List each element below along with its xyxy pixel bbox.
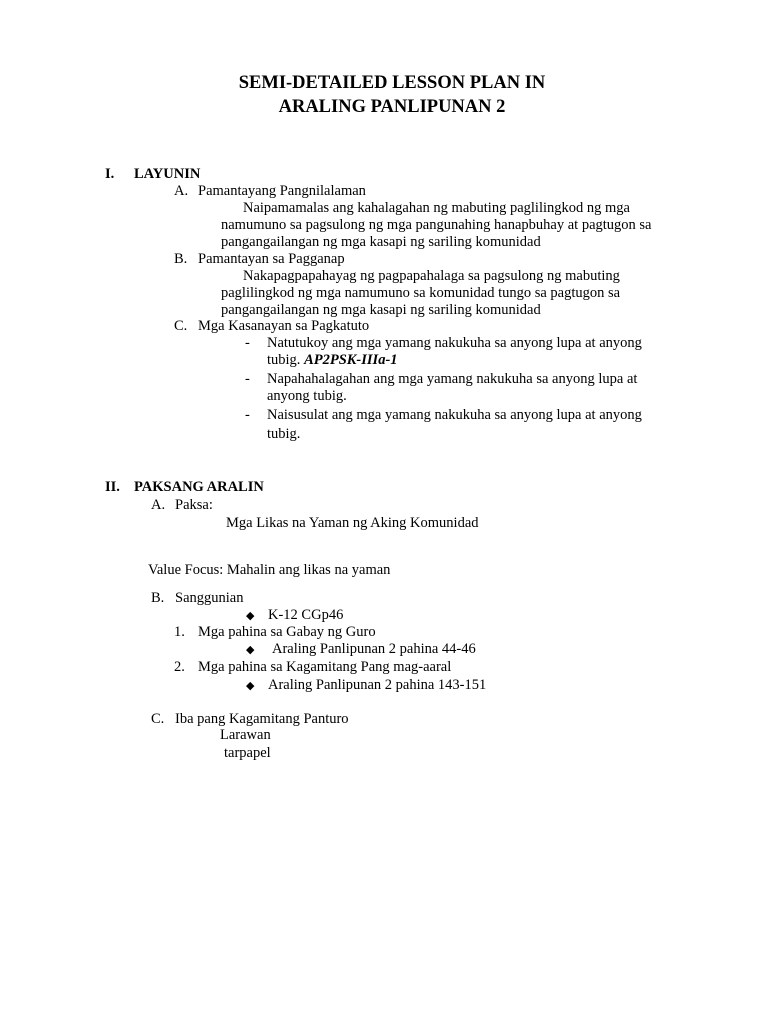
section1-b-line: pangangailangan ng mga kasapi ng sariling komunidad <box>221 302 541 318</box>
dash-bullet: - <box>245 407 250 423</box>
skill-line: Natutukoy ang mga yamang nakukuha sa anyong lupa at anyong <box>267 335 642 351</box>
skill-line <box>267 352 398 369</box>
value-focus: Value Focus: Mahalin ang likas na yaman <box>148 562 391 578</box>
dash-bullet: - <box>245 335 250 351</box>
doc-title-line1: SEMI-DETAILED LESSON PLAN IN <box>238 73 546 93</box>
reference-label: Mga pahina sa Kagamitang Pang mag-aaral <box>198 659 452 675</box>
section1-b-line: Nakapagpapahayag ng pagpapahalaga sa pagsulong ng mabuting <box>243 268 620 284</box>
section1-a-line: pangangailangan ng mga kasapi ng sariling komunidad <box>221 234 541 250</box>
reference-label: Mga pahina sa Gabay ng Guro <box>198 624 376 640</box>
reference-text: Araling Panlipunan 2 pahina 44-46 <box>272 641 476 657</box>
material-item: tarpapel <box>224 745 271 761</box>
section1-a-line: Naipamamalas ang kahalagahan ng mabuting paglilingkod ng mga <box>243 200 630 216</box>
section1-numeral: I. <box>105 166 115 182</box>
section2-heading: PAKSANG ARALIN <box>134 479 264 495</box>
skill-line: Napahahalagahan ang mga yamang nakukuha sa anyong lupa at <box>267 371 638 387</box>
section2-b-letter: B. <box>151 590 165 606</box>
dash-bullet: - <box>245 371 250 387</box>
section1-a-line: namumuno sa pagsulong ng mga pangunahing hanapbuhay at pagtugon sa <box>221 217 652 233</box>
section1-c-label: Mga Kasanayan sa Pagkatuto <box>198 318 370 334</box>
doc-title-line2: ARALING PANLIPUNAN 2 <box>278 97 506 117</box>
section2-a-letter: A. <box>151 497 166 513</box>
reference-number: 1. <box>174 624 185 640</box>
section1-a-letter: A. <box>174 183 189 199</box>
diamond-bullet-icon: ◆ <box>246 610 255 622</box>
competency-code: AP2PSK-IIIa-1 <box>304 352 398 368</box>
skill-line: Naisusulat ang mga yamang nakukuha sa anyong lupa at anyong <box>267 407 642 423</box>
diamond-bullet-icon: ◆ <box>246 680 255 692</box>
material-item: Larawan <box>220 727 271 743</box>
section2-b-label: Sanggunian <box>175 590 244 606</box>
section1-heading: LAYUNIN <box>134 166 201 182</box>
reference-text: Araling Panlipunan 2 pahina 143-151 <box>268 677 487 693</box>
section1-a-label: Pamantayang Pangnilalaman <box>198 183 366 199</box>
section1-b-letter: B. <box>174 251 188 267</box>
section1-c-letter: C. <box>174 318 188 334</box>
reference-text: K-12 CGp46 <box>268 607 344 623</box>
skill-line: tubig. <box>267 426 301 442</box>
section2-numeral: II. <box>105 479 120 495</box>
section2-c-label: Iba pang Kagamitang Panturo <box>175 711 349 727</box>
skill-text: tubig. <box>267 352 301 368</box>
section1-b-label: Pamantayan sa Pagganap <box>198 251 345 267</box>
reference-number: 2. <box>174 659 185 675</box>
diamond-bullet-icon: ◆ <box>246 644 255 656</box>
section2-c-letter: C. <box>151 711 165 727</box>
section2-a-label: Paksa: <box>175 497 213 513</box>
skill-line: anyong tubig. <box>267 388 347 404</box>
topic-text: Mga Likas na Yaman ng Aking Komunidad <box>226 515 479 531</box>
section1-b-line: paglilingkod ng mga namumuno sa komunidad tungo sa pagtugon sa <box>221 285 621 301</box>
